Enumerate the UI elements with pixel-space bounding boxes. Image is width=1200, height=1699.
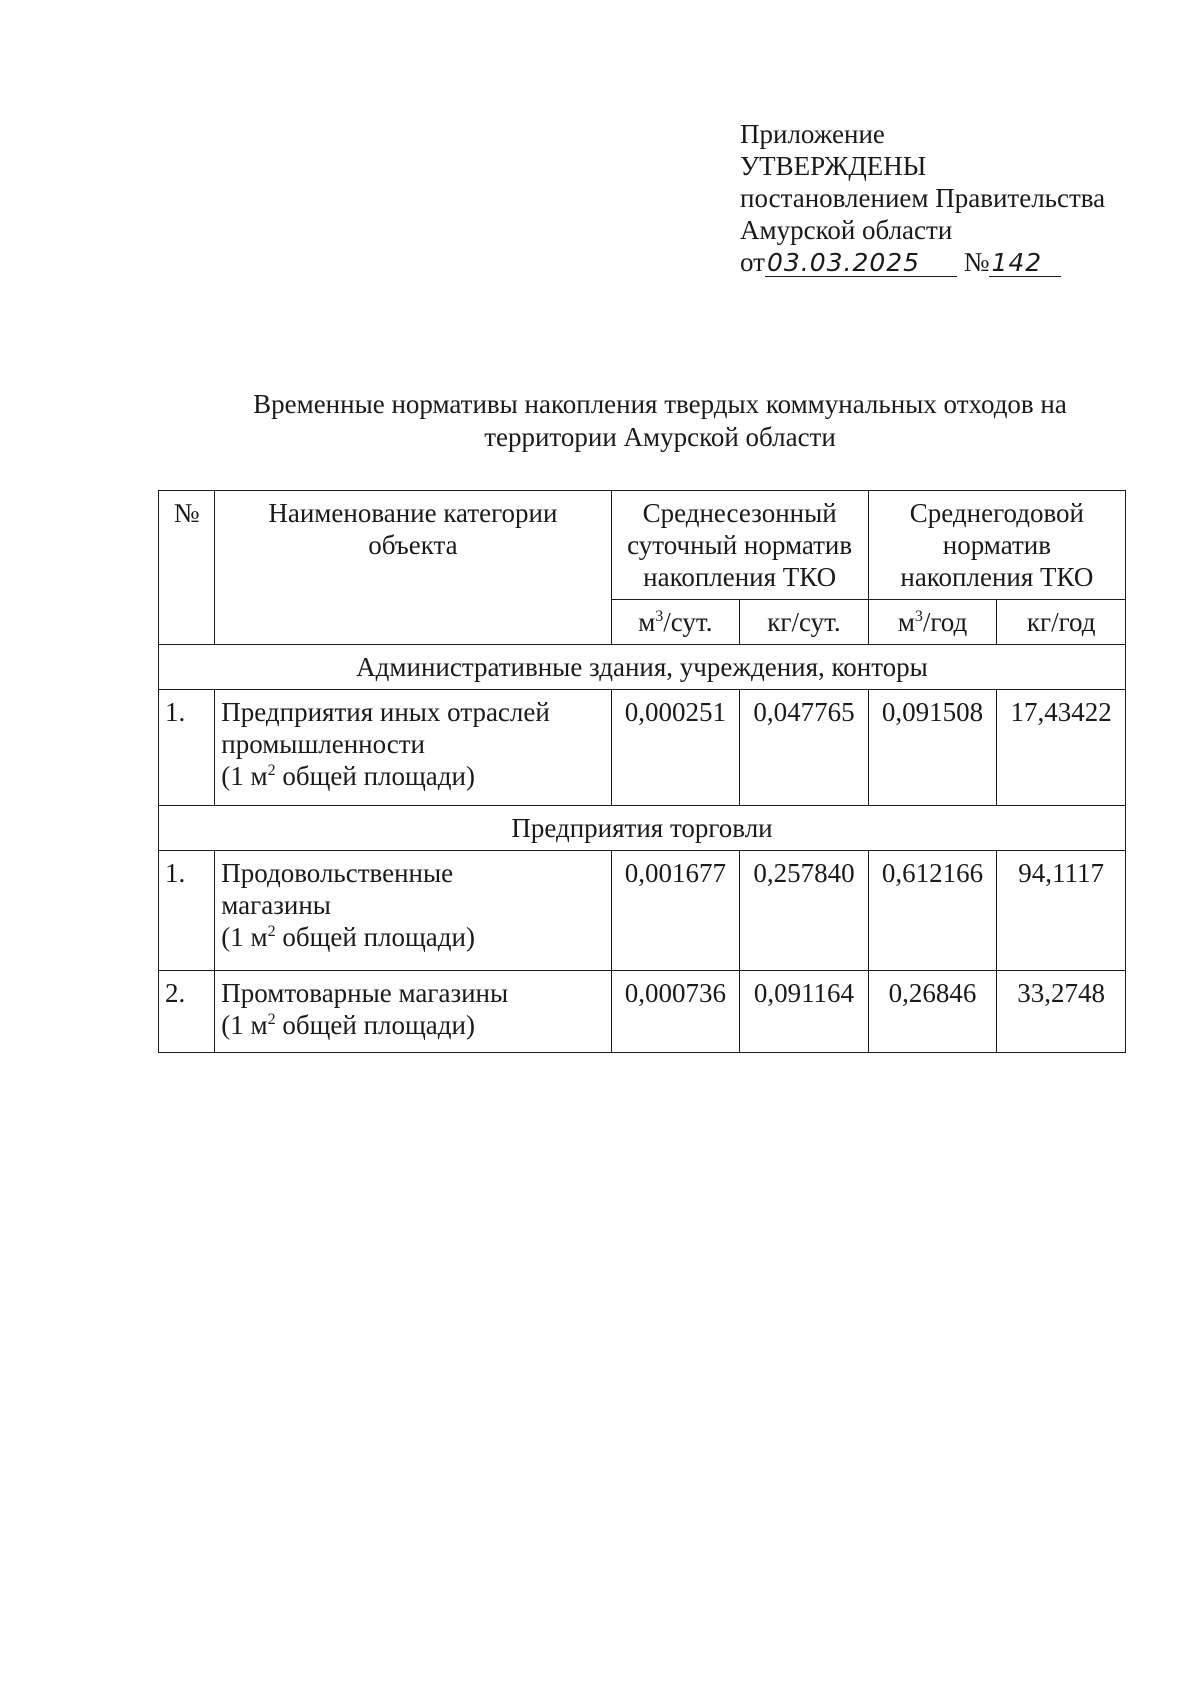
row-kg-day: 0,257840: [740, 851, 869, 971]
unit-m3-day-suffix: /сут.: [663, 607, 713, 637]
row-name-line-2: промышленности: [221, 729, 425, 759]
section-row: [159, 806, 1126, 851]
approval-block: [740, 118, 1105, 278]
row-m3-day: 0,001677: [611, 851, 740, 971]
unit-kg-year: кг/год: [997, 600, 1126, 645]
section-title: Административные здания, учреждения, конторы: [159, 645, 1126, 690]
header-seasonal: Среднесезонный суточный норматив накопления ТКО: [611, 491, 868, 600]
row-name-line-1: Предприятия иных отраслей: [221, 697, 550, 727]
row-name: [215, 971, 611, 1053]
row-name-line-1: Продовольственные: [221, 858, 454, 888]
row-name: [215, 690, 611, 806]
row-unit-open: (1 м: [221, 922, 268, 952]
header-no: №: [159, 491, 215, 645]
date-prefix: от: [740, 247, 765, 277]
header-annual: Среднегодовой норматив накопления ТКО: [868, 491, 1125, 600]
row-m3-day: 0,000736: [611, 971, 740, 1053]
unit-m3-year-base: м: [897, 607, 915, 637]
row-m3-year: 0,26846: [868, 971, 997, 1053]
approval-resolution: постановлением Правительства: [740, 183, 1106, 213]
row-unit-open: (1 м: [221, 1010, 268, 1040]
handwritten-date: 03.03.2025: [765, 250, 957, 277]
row-kg-year: 94,1117: [997, 851, 1126, 971]
approval-date-line: [740, 246, 1105, 278]
handwritten-number: 142: [989, 250, 1061, 277]
row-unit-close: общей площади): [275, 1010, 475, 1040]
unit-m3-year-suffix: /год: [922, 607, 968, 637]
table-row: [159, 690, 1126, 806]
row-unit-exp: 2: [267, 762, 276, 779]
row-unit-close: общей площади): [275, 761, 475, 791]
unit-m3-day: [611, 600, 740, 645]
norms-table: [158, 490, 1126, 1053]
number-prefix: №: [963, 247, 990, 277]
row-kg-year: 33,2748: [997, 971, 1126, 1053]
unit-m3-year: [868, 600, 997, 645]
row-unit-exp: 2: [267, 1011, 276, 1028]
row-no: 1.: [159, 851, 215, 971]
row-unit: [221, 1009, 604, 1041]
row-unit-close: общей площади): [275, 922, 475, 952]
row-unit: [221, 921, 604, 953]
unit-m3-day-exp: 3: [655, 608, 664, 625]
approval-approved: УТВЕРЖДЕНЫ: [740, 151, 927, 181]
row-m3-year: 0,091508: [868, 690, 997, 806]
title-line-2: территории Амурской области: [484, 422, 836, 452]
unit-m3-year-exp: 3: [914, 608, 923, 625]
document-title: [160, 388, 1160, 454]
row-no: 2.: [159, 971, 215, 1053]
unit-m3-day-base: м: [638, 607, 656, 637]
header-name: Наименование категории объекта: [215, 491, 611, 645]
row-kg-day: 0,047765: [740, 690, 869, 806]
section-title: Предприятия торговли: [159, 806, 1126, 851]
approval-region: Амурской области: [740, 215, 953, 245]
row-kg-day: 0,091164: [740, 971, 869, 1053]
unit-kg-day: кг/сут.: [740, 600, 869, 645]
row-unit: [221, 760, 604, 792]
row-name-line-2: магазины: [221, 890, 331, 920]
table-row: [159, 971, 1126, 1053]
approval-appendix: Приложение: [740, 119, 885, 149]
row-m3-year: 0,612166: [868, 851, 997, 971]
section-row: [159, 645, 1126, 690]
row-m3-day: 0,000251: [611, 690, 740, 806]
row-kg-year: 17,43422: [997, 690, 1126, 806]
header-row: [159, 491, 1126, 600]
row-unit-exp: 2: [267, 923, 276, 940]
title-line-1: Временные нормативы накопления твердых коммунальных отходов на: [253, 389, 1067, 419]
row-name: [215, 851, 611, 971]
row-name-line-1: Промтоварные магазины: [221, 978, 509, 1008]
row-no: 1.: [159, 690, 215, 806]
row-unit-open: (1 м: [221, 761, 268, 791]
table-row: [159, 851, 1126, 971]
